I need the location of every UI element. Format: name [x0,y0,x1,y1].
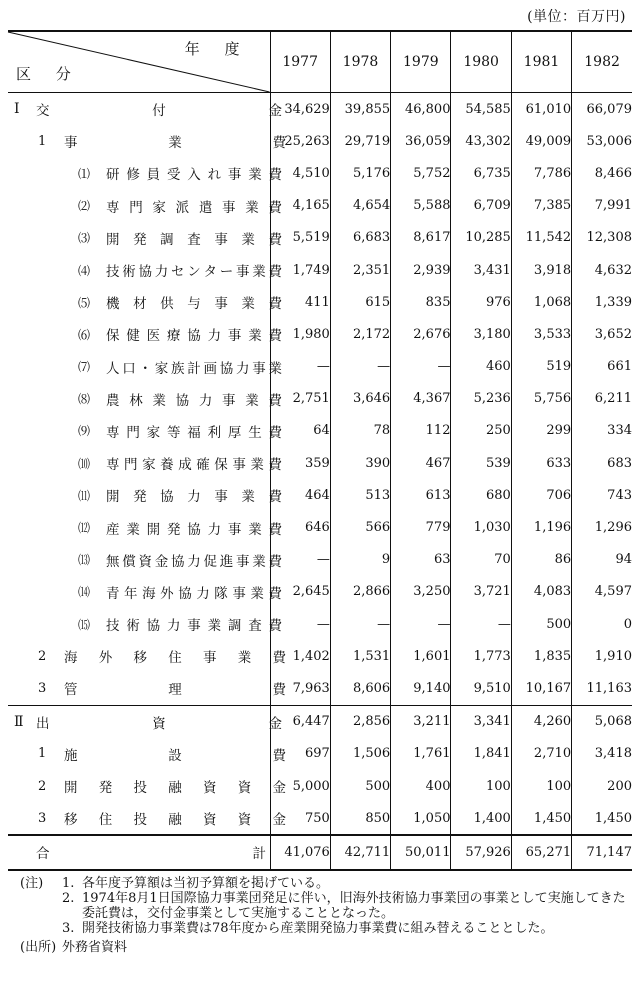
row-title: 施 設 費 [64,747,286,764]
row-title: 海 外 移 住 事 業 費 [64,650,286,667]
budget-table [8,30,632,871]
value-cell: 1,296 [572,511,632,543]
value-cell: 5,068 [572,705,632,738]
value-cell: 6,709 [451,190,511,222]
value-cell: 2,856 [330,705,390,738]
value-cell: 1,761 [391,738,451,770]
value-cell: 7,991 [572,190,632,222]
source-head: (出所) [20,940,57,955]
row-label-cell [8,447,282,479]
value-cell: 64 [270,415,330,447]
table-row [8,318,632,350]
value-cell: 11,542 [511,222,571,254]
value-cell: — [391,608,451,640]
row-label [78,608,282,640]
value-cell: 5,000 [270,770,330,802]
value-cell: 3,918 [511,254,571,286]
row-label-cell [8,190,282,222]
row-label [78,479,282,511]
value-cell: 2,645 [270,576,330,608]
row-number: ⑵ [78,199,91,214]
value-cell: 2,751 [270,383,330,415]
value-cell: 2,866 [330,576,390,608]
value-cell: 1,506 [330,738,390,770]
value-cell: 100 [511,770,571,802]
value-cell: 39,855 [330,93,390,126]
row-label [78,190,282,222]
value-cell: — [330,351,390,383]
row-label-cell [8,479,282,511]
value-cell: 4,632 [572,254,632,286]
value-cell: 400 [391,770,451,802]
source-text: 外務省資料 [62,940,128,955]
table-row [8,125,632,157]
value-cell: 49,009 [511,125,571,157]
value-cell: 71,147 [572,835,632,869]
table-row [8,705,632,738]
value-cell: 8,466 [572,157,632,189]
row-title: 産 業 開 発 協 力 事 業 費 [106,521,282,538]
row-title: 機 材 供 与 事 業 費 [106,296,282,313]
value-cell: 12,308 [572,222,632,254]
value-cell: 94 [572,544,632,576]
table-row [8,190,632,222]
table-row [8,351,632,383]
table-row [8,608,632,640]
value-cell: 4,510 [270,157,330,189]
value-cell: 3,652 [572,318,632,350]
row-label-cell [8,738,286,770]
note-item [20,876,630,891]
value-cell: 1,773 [451,640,511,672]
row-title: 技 術 協 力 事 業 調 査 費 [106,618,282,635]
row-label [38,640,286,672]
value-cell: 5,176 [330,157,390,189]
row-label-cell [8,351,282,383]
row-label [14,706,282,738]
table-row [8,286,632,318]
value-cell: 5,752 [391,157,451,189]
row-label [78,383,282,415]
note-head: (注) [20,876,44,891]
value-cell: 1,450 [511,802,571,835]
value-cell: 2,676 [391,318,451,350]
value-cell: 1,910 [572,640,632,672]
row-label-cell [8,383,282,415]
value-cell: 78 [330,415,390,447]
value-cell: 250 [451,415,511,447]
row-title: 専 門 家 派 遣 事 業 費 [106,199,282,216]
value-cell: 750 [270,802,330,835]
value-cell: 359 [270,447,330,479]
row-title: 研 修 員 受 入 れ 事 業 費 [106,167,282,184]
value-cell: 11,163 [572,672,632,705]
value-cell: 4,597 [572,576,632,608]
note-list [20,876,630,936]
value-cell: 43,302 [451,125,511,157]
table-row [8,672,632,705]
value-cell: 1,339 [572,286,632,318]
note-number: 2. [62,891,75,906]
row-label-cell [8,318,282,350]
row-label-cell [8,705,282,738]
value-cell: 6,735 [451,157,511,189]
row-label-cell [8,286,282,318]
row-label [78,157,282,189]
value-cell: 4,654 [330,190,390,222]
year-header: 1978 [330,31,390,93]
row-number: ⑶ [78,231,91,246]
value-cell: 3,431 [451,254,511,286]
note-head [20,891,62,921]
value-cell: — [451,608,511,640]
year-header: 1982 [572,31,632,93]
row-title: 無 償 資 金 協 力 促 進 事 業 費 [106,553,282,570]
row-number: 3 [38,810,47,826]
row-title: 開 発 調 査 事 業 費 [106,231,282,248]
row-label-cell [8,802,286,835]
value-cell: 1,531 [330,640,390,672]
row-label-cell [8,576,282,608]
row-title: 人 口 ・ 家 族 計 画 協 力 事 業 [106,360,282,377]
row-label [38,125,286,157]
row-title: 専 門 家 等 福 利 厚 生 費 [106,424,282,441]
note-number: 3. [62,921,75,936]
note-head [20,921,62,936]
header-row [8,31,632,93]
row-label-cell [8,222,282,254]
note-number: 1. [62,876,75,891]
row-label-cell [8,672,286,705]
value-cell: 500 [330,770,390,802]
value-cell: 299 [511,415,571,447]
value-cell: 1,601 [391,640,451,672]
row-label [38,802,286,834]
value-cell: 743 [572,479,632,511]
value-cell: 36,059 [391,125,451,157]
row-title: 移 住 投 融 資 資 金 [64,812,286,829]
row-number: ⑽ [78,456,91,471]
row-number: ⑺ [78,360,91,375]
row-label-cell [8,93,282,126]
row-label [78,351,282,383]
table-row [8,157,632,189]
value-cell: 9,140 [391,672,451,705]
value-cell: 9 [330,544,390,576]
total-label-cell [8,835,270,869]
value-cell: 1,835 [511,640,571,672]
value-cell: 7,385 [511,190,571,222]
row-title: 開 発 協 力 事 業 費 [106,489,282,506]
value-cell: 6,683 [330,222,390,254]
value-cell: 42,711 [330,835,390,869]
value-cell: 10,285 [451,222,511,254]
value-cell: 1,196 [511,511,571,543]
table-row [8,479,632,511]
row-number: 1 [38,133,47,149]
value-cell: — [330,608,390,640]
note-text: 各年度予算額は当初予算額を掲げている。 [82,876,330,891]
value-cell: 53,006 [572,125,632,157]
row-label-cell [8,770,286,802]
value-cell: 697 [270,738,330,770]
row-label [78,254,282,286]
table-row [8,93,632,126]
value-cell: 3,721 [451,576,511,608]
note-item [20,921,630,936]
value-cell: 200 [572,770,632,802]
row-label-cell [8,254,282,286]
value-cell: 1,450 [572,802,632,835]
value-cell: 86 [511,544,571,576]
row-label [78,286,282,318]
row-number: 1 [38,746,47,762]
row-title: 農 林 業 協 力 事 業 費 [106,392,282,409]
table-row [8,447,632,479]
row-label [14,93,282,125]
table-row [8,770,632,802]
value-cell: 57,926 [451,835,511,869]
value-cell: — [391,351,451,383]
table-row [8,576,632,608]
value-cell: 633 [511,447,571,479]
value-cell: 390 [330,447,390,479]
row-label [78,318,282,350]
year-axis-label: 年 度 [184,40,250,58]
row-title: 保 健 医 療 協 力 事 業 費 [106,328,282,345]
value-cell: 46,800 [391,93,451,126]
value-cell: 3,211 [391,705,451,738]
value-cell: 1,068 [511,286,571,318]
value-cell: 519 [511,351,571,383]
row-title: 出 資 金 [36,715,282,732]
row-number: ⑼ [78,424,91,439]
table-row [8,254,632,286]
value-cell: 4,260 [511,705,571,738]
year-header: 1979 [391,31,451,93]
year-header: 1977 [270,31,330,93]
row-label [38,738,286,770]
row-number: Ⅰ [14,101,20,118]
value-cell: 10,167 [511,672,571,705]
value-cell: — [270,544,330,576]
value-cell: 25,263 [270,125,330,157]
row-number: ⑾ [78,488,91,503]
table-row [8,511,632,543]
year-header: 1981 [511,31,571,93]
unit-label: (単位：百万円) [527,9,626,25]
value-cell: 9,510 [451,672,511,705]
value-cell: 706 [511,479,571,511]
value-cell: 100 [451,770,511,802]
row-title: 技 術 協 力 セ ン タ ー 事 業 費 [106,264,282,281]
row-title: 青 年 海 外 協 力 隊 事 業 費 [106,585,282,602]
value-cell: 1,402 [270,640,330,672]
value-cell: 850 [330,802,390,835]
row-number: ⑷ [78,263,91,278]
value-cell: 500 [511,608,571,640]
value-cell: 0 [572,608,632,640]
row-number: ⒀ [78,553,91,568]
row-number: ⑹ [78,327,91,342]
total-label-left: 合 [36,846,50,863]
source-line [20,940,630,955]
value-cell: 2,710 [511,738,571,770]
value-cell: 646 [270,511,330,543]
value-cell: 411 [270,286,330,318]
row-label-cell [8,608,282,640]
row-label [38,770,286,802]
row-label [78,511,282,543]
value-cell: 5,519 [270,222,330,254]
value-cell: 661 [572,351,632,383]
total-label-right: 計 [252,846,266,863]
value-cell: 29,719 [330,125,390,157]
row-label [38,672,286,704]
value-cell: 513 [330,479,390,511]
value-cell: 3,341 [451,705,511,738]
table-row [8,222,632,254]
row-number: ⑴ [78,166,91,181]
value-cell: 683 [572,447,632,479]
row-number: ⑻ [78,392,91,407]
value-cell: 835 [391,286,451,318]
row-title: 事 業 費 [64,135,286,152]
value-cell: 7,963 [270,672,330,705]
value-cell: 613 [391,479,451,511]
row-number: Ⅱ [14,713,24,730]
value-cell: 3,180 [451,318,511,350]
value-cell: 5,236 [451,383,511,415]
row-label-cell [8,125,286,157]
row-number: ⑸ [78,295,91,310]
value-cell: 566 [330,511,390,543]
row-number: 2 [38,648,47,664]
row-number: ⒂ [78,617,91,632]
value-cell: 70 [451,544,511,576]
row-label [78,544,282,576]
value-cell: 680 [451,479,511,511]
value-cell: 615 [330,286,390,318]
row-title: 交 付 金 [36,103,282,120]
value-cell: 2,172 [330,318,390,350]
value-cell: 1,050 [391,802,451,835]
category-axis-label: 区 分 [16,65,81,83]
row-label-cell [8,640,286,672]
row-number: 2 [38,778,47,794]
value-cell: 41,076 [270,835,330,869]
row-number: ⑿ [78,521,91,536]
value-cell: 54,585 [451,93,511,126]
table-row [8,544,632,576]
row-number: ⒁ [78,585,91,600]
value-cell: 2,939 [391,254,451,286]
table-row [8,415,632,447]
value-cell: 334 [572,415,632,447]
value-cell: 464 [270,479,330,511]
value-cell: 50,011 [391,835,451,869]
table-body [8,93,632,870]
row-number: 3 [38,680,47,696]
value-cell: 3,646 [330,383,390,415]
total-label [36,836,266,868]
row-label [78,447,282,479]
row-title: 管 理 費 [64,682,286,699]
row-label-cell [8,157,282,189]
note-text: 1974年8月1日国際協力事業団発足に伴い，旧海外技術協力事業団の事業として実施してきた委託費は，交付金事業として実施することとなった。 [82,891,626,921]
value-cell: 7,786 [511,157,571,189]
value-cell: 3,533 [511,318,571,350]
value-cell: 8,617 [391,222,451,254]
value-cell: 63 [391,544,451,576]
value-cell: 65,271 [511,835,571,869]
value-cell: 5,756 [511,383,571,415]
value-cell: 460 [451,351,511,383]
total-row [8,835,632,869]
table-row [8,640,632,672]
value-cell: 1,749 [270,254,330,286]
row-label [78,222,282,254]
row-label [78,415,282,447]
value-cell: 112 [391,415,451,447]
value-cell: 1,030 [451,511,511,543]
value-cell: 61,010 [511,93,571,126]
value-cell: 3,250 [391,576,451,608]
value-cell: 4,165 [270,190,330,222]
row-title: 開 発 投 融 資 資 金 [64,780,286,797]
value-cell: 1,400 [451,802,511,835]
value-cell: 2,351 [330,254,390,286]
value-cell: 1,980 [270,318,330,350]
value-cell: 4,083 [511,576,571,608]
value-cell: 6,211 [572,383,632,415]
value-cell: 5,588 [391,190,451,222]
footnotes [20,876,630,955]
note-item [20,891,630,921]
value-cell: 6,447 [270,705,330,738]
value-cell: 66,079 [572,93,632,126]
row-label-cell [8,511,282,543]
table-row [8,738,632,770]
value-cell: — [270,351,330,383]
value-cell: 8,606 [330,672,390,705]
note-text: 開発技術協力事業費は78年度から産業開発協力事業費に組み替えることとした。 [82,921,554,936]
row-label [78,576,282,608]
table-row [8,383,632,415]
value-cell: 4,367 [391,383,451,415]
value-cell: 1,841 [451,738,511,770]
value-cell: — [270,608,330,640]
table-row [8,802,632,835]
row-label-cell [8,544,282,576]
value-cell: 539 [451,447,511,479]
value-cell: 976 [451,286,511,318]
value-cell: 779 [391,511,451,543]
value-cell: 34,629 [270,93,330,126]
value-cell: 467 [391,447,451,479]
value-cell: 3,418 [572,738,632,770]
row-title: 専 門 家 養 成 確 保 事 業 費 [106,457,282,474]
row-label-cell [8,415,282,447]
corner-cell [8,31,270,93]
year-header: 1980 [451,31,511,93]
